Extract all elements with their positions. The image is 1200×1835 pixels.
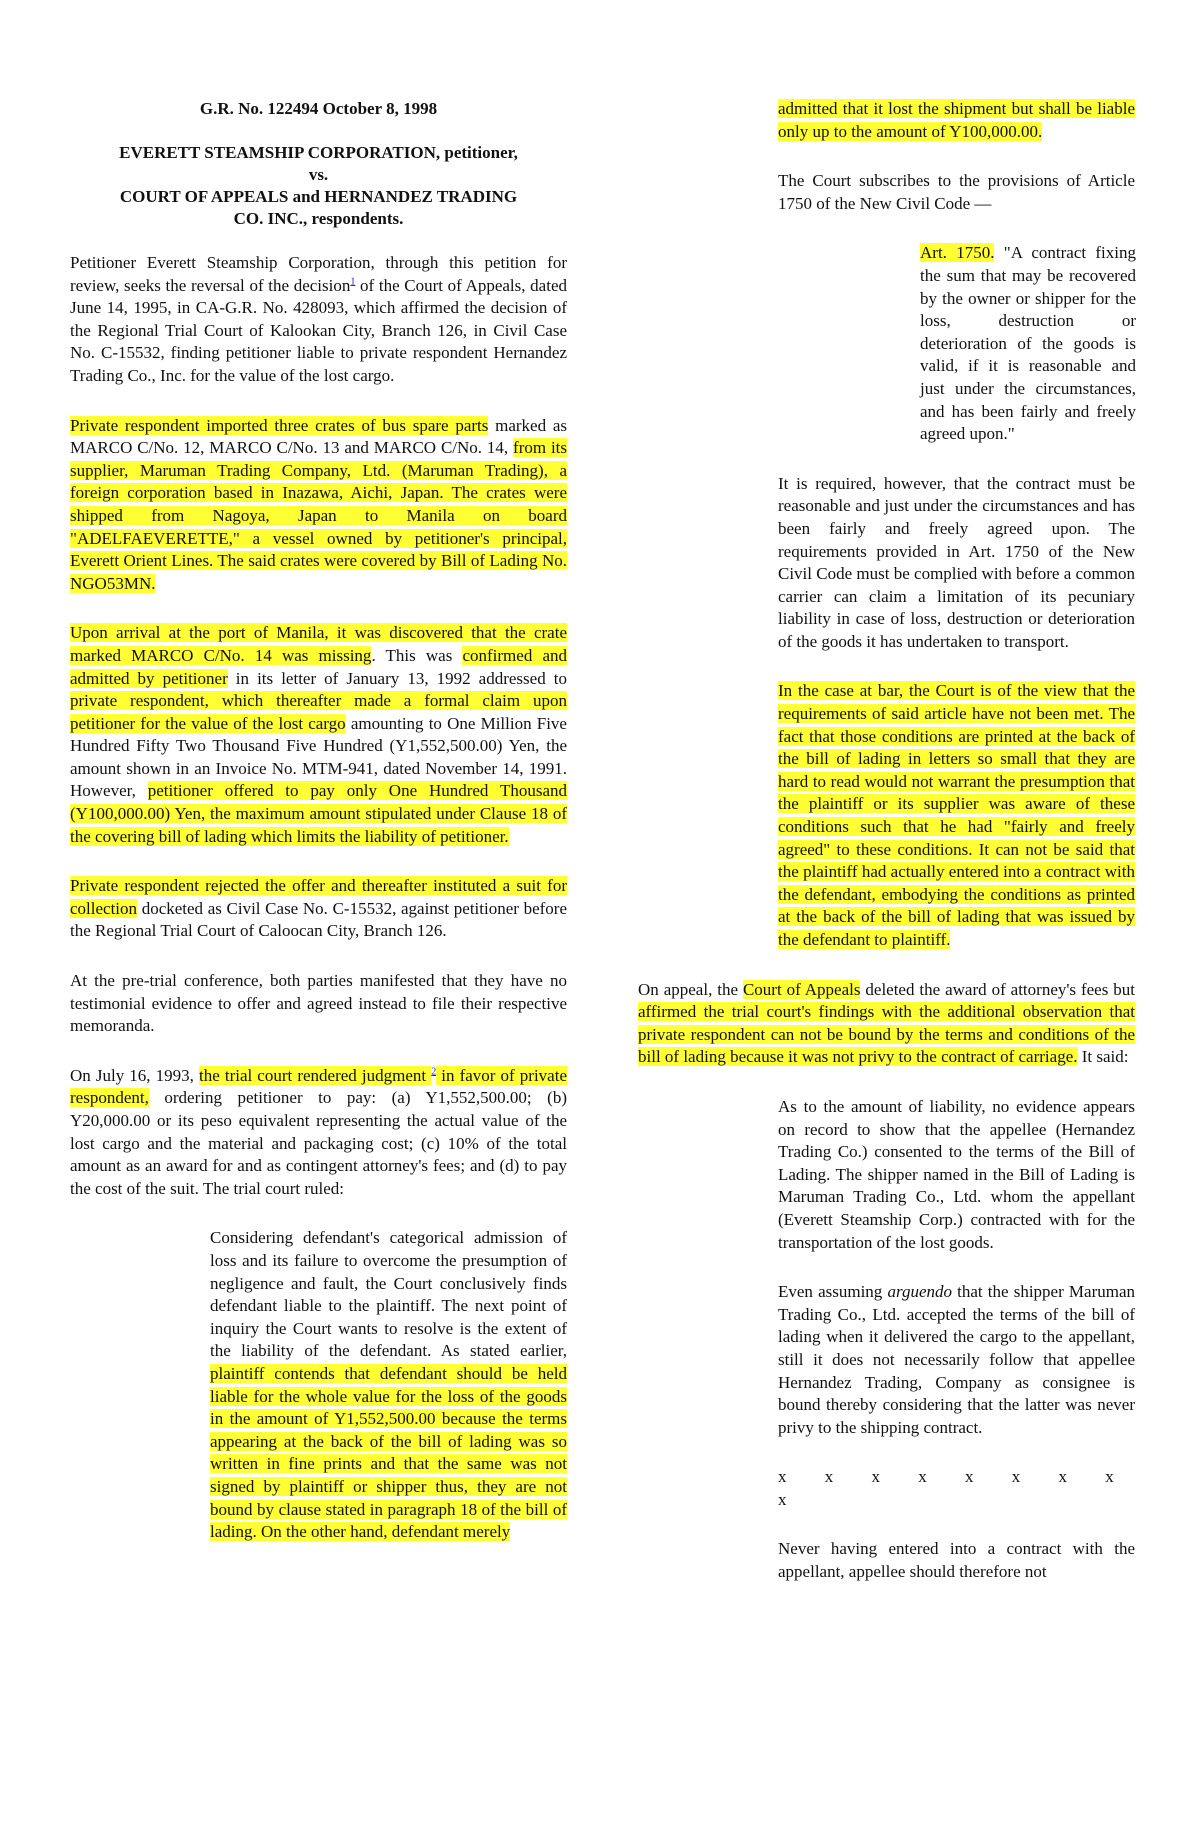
highlight: the trial court rendered judgment xyxy=(198,1065,432,1085)
text-segment: "A contract fixing the sum that may be recovered by the owner or shipper for the loss, destruction or deterioration of the goods is valid, if it is reasonable and just under the circumstances, and has been fairly and freely agreed upon." xyxy=(920,243,1136,444)
quote-continued xyxy=(778,98,1135,143)
text-segment: . This was xyxy=(371,645,463,665)
highlight: private respondent, which thereafter made a formal claim upon petitioner for the value of the lost cargo xyxy=(70,691,567,733)
highlight: Art. 1750. xyxy=(920,243,995,263)
text-segment: in its letter of January 13, 1992 addressed to xyxy=(227,668,567,688)
paragraph-suit xyxy=(70,875,567,943)
respondents-line-1: COURT OF APPEALS and HERNANDEZ TRADING xyxy=(119,187,518,206)
text-segment: amounting to One Million Five Hundred Fifty Two Thousand Five Hundred (Y1,552,500.00) Yen, the amount shown in an Invoice No. MTM-941, dated November 14, 1991. However, xyxy=(70,713,567,801)
petitioner-line: EVERETT STEAMSHIP CORPORATION, petitioner, xyxy=(119,143,518,162)
highlight: Upon arrival at the port of Manila, it was discovered that the crate marked MARCO C/No. 14 was missing xyxy=(70,623,567,665)
text-segment: ordering petitioner to pay: (a) Y1,552,500.00; (b) Y20,000.00 or its peso equivalent representing the actual value of the lost cargo and the material and packaging cost; (c) 10% of the total amount as an award for and as contingent attorney's fees; and (d) to pay the cost of the suit. The trial court ruled: xyxy=(70,1088,567,1198)
paragraph-case-at-bar xyxy=(778,680,1135,951)
footnote-link-2[interactable]: 2 xyxy=(431,1066,437,1078)
text-segment: marked as MARCO C/No. 12, MARCO C/No. 13 and MARCO C/No. 14, xyxy=(70,415,567,458)
footnote-link-1[interactable]: 1 xyxy=(350,275,356,287)
paragraph-appeal xyxy=(638,979,1135,1069)
text-segment: It said: xyxy=(1077,1047,1129,1067)
text-segment: Even assuming xyxy=(778,1282,888,1302)
text-segment: of the Court of Appeals, dated June 14, 1995, in CA-G.R. No. 428093, which affirmed the decision of the Regional Trial Court of Kalookan City, Branch 126, in Civil Case No. C-15532, finding petitioner liable to private respondent Hernandez Trading Co., Inc. for the value of the lost cargo. xyxy=(70,275,567,385)
italic-term: arguendo xyxy=(887,1282,952,1302)
highlight: in favor of private respondent, xyxy=(70,1065,567,1108)
paragraph-facts xyxy=(70,415,567,596)
paragraph-article-intro: The Court subscribes to the provisions of Article 1750 of the New Civil Code — xyxy=(778,171,1135,213)
highlight: Court of Appeals xyxy=(742,979,861,999)
quote-appeals-arguendo xyxy=(778,1281,1135,1439)
quote-article-1750 xyxy=(920,242,1136,445)
text-segment: On July 16, 1993, xyxy=(70,1065,199,1085)
paragraph-intro xyxy=(70,252,567,388)
text-segment: Petitioner Everett Steamship Corporation, through this petition for review, seeks the reversal of the decision xyxy=(70,253,567,295)
highlight: admitted that it lost the shipment but shall be liable only up to the amount of Y100,000.00. xyxy=(778,99,1135,141)
paragraph-judgment xyxy=(70,1065,567,1201)
quote-appeals-liability: As to the amount of liability, no evidence appears on record to show that the appellee (Hernandez Trading Co.) consented to the terms of the Bill of Lading. The shipper named in the Bill of Lading is Maruman Trading Co., Ltd. whom the appellant (Everett Steamship Corp.) contracted with for the transportation of the lost goods. xyxy=(778,1096,1135,1252)
quote-appeals-privity: Never having entered into a contract with the appellant, appellee should therefore not xyxy=(778,1539,1135,1582)
highlight: confirmed and admitted by petitioner xyxy=(70,645,567,688)
left-column xyxy=(70,98,567,1544)
text-segment: that the shipper Maruman Trading Co., Ltd. accepted the terms of the bill of lading when it delivered the cargo to the appellant, still it does not necessarily follow that appellee Hernandez Trading, Company as consignee is bound thereby considering that the latter was never privy to the shipping contract. xyxy=(778,1282,1136,1437)
paragraph-pretrial: At the pre-trial conference, both parties manifested that they have no testimonial evidence to offer and agreed instead to file their respective memoranda. xyxy=(70,971,567,1036)
highlight: In the case at bar, the Court is of the view that the requirements of said article have not been met. The fact that those conditions are printed at the back of the bill of lading in letters so small that they are hard to read would not warrant the presumption that the plaintiff or its supplier was aware of these conditions such that he had "fairly and freely agreed" to these conditions. It can not be said that the plaintiff had actually entered into a contract with the defendant, embodying the conditions as printed at the back of the bill of lading that was issued by the defendant to plaintiff. xyxy=(778,681,1135,949)
text-segment: Considering defendant's categorical admission of loss and its failure to overcome the presumption of negligence and fault, the Court conclusively finds defendant liable to the plaintiff. The next point of inquiry the Court wants to resolve is the extent of the liability of the defendant. As stated earlier, xyxy=(210,1228,567,1361)
highlight: plaintiff contends that defendant should be held liable for the whole value for the loss of the goods in the amount of Y1,552,500.00 because the terms appearing at the back of the bill of lading was so written in fine prints and that the same was not signed by plaintiff or shipper thus, they are not bound by clause stated in paragraph 18 of the bill of lading. On the other hand, defendant merely xyxy=(210,1363,567,1542)
paragraph-missing-crate xyxy=(70,622,567,848)
text-segment: docketed as Civil Case No. C-15532, against petitioner before the Regional Trial Court of Caloocan City, Branch 126. xyxy=(70,898,567,941)
highlight: Private respondent rejected the offer and thereafter instituted a suit for collection xyxy=(70,876,567,918)
highlight: affirmed the trial court's findings with the additional observation that private respondent can not be bound by the terms and conditions of the bill of lading because it was not privy to the contract of carriage. xyxy=(638,1002,1135,1067)
case-number: G.R. No. 122494 October 8, 1998 xyxy=(199,99,438,118)
text-segment: On appeal, the xyxy=(638,979,743,999)
right-column xyxy=(638,98,1135,1584)
highlight: from its supplier, Maruman Trading Company, Ltd. (Maruman Trading), a foreign corporation based in Inazawa, Aichi, Japan. The crates were shipped from Nagoya, Japan to Manila on board "ADELFAEVERETTE," a vessel owned by petitioner's principal, Everett Orient Lines. The said crates were covered by Bill of Lading No. NGO53MN. xyxy=(70,438,568,593)
highlight: petitioner offered to pay only One Hundred Thousand (Y100,000.00) Yen, the maximum amount stipulated under Clause 18 of the covering bill of lading which limits the liability of petitioner. xyxy=(70,781,568,846)
respondents-line-2: CO. INC., respondents. xyxy=(233,209,404,228)
quote-trial-court xyxy=(210,1227,567,1543)
ellipsis-marks: x x x x x x x x x xyxy=(778,1467,1116,1509)
highlight: Private respondent imported three crates of bus spare parts xyxy=(70,415,489,435)
paragraph-requirement: It is required, however, that the contract must be reasonable and just under the circumstances and has been fairly and freely agreed upon. The requirements provided in Art. 1750 of the New Civil Code must be complied with before a common carrier can claim a limitation of its pecuniary liability in case of loss, destruction or deterioration of the goods it has undertaken to transport. xyxy=(778,473,1135,651)
versus-line: vs. xyxy=(308,165,329,184)
text-segment: deleted the award of attorney's fees but xyxy=(860,979,1135,999)
